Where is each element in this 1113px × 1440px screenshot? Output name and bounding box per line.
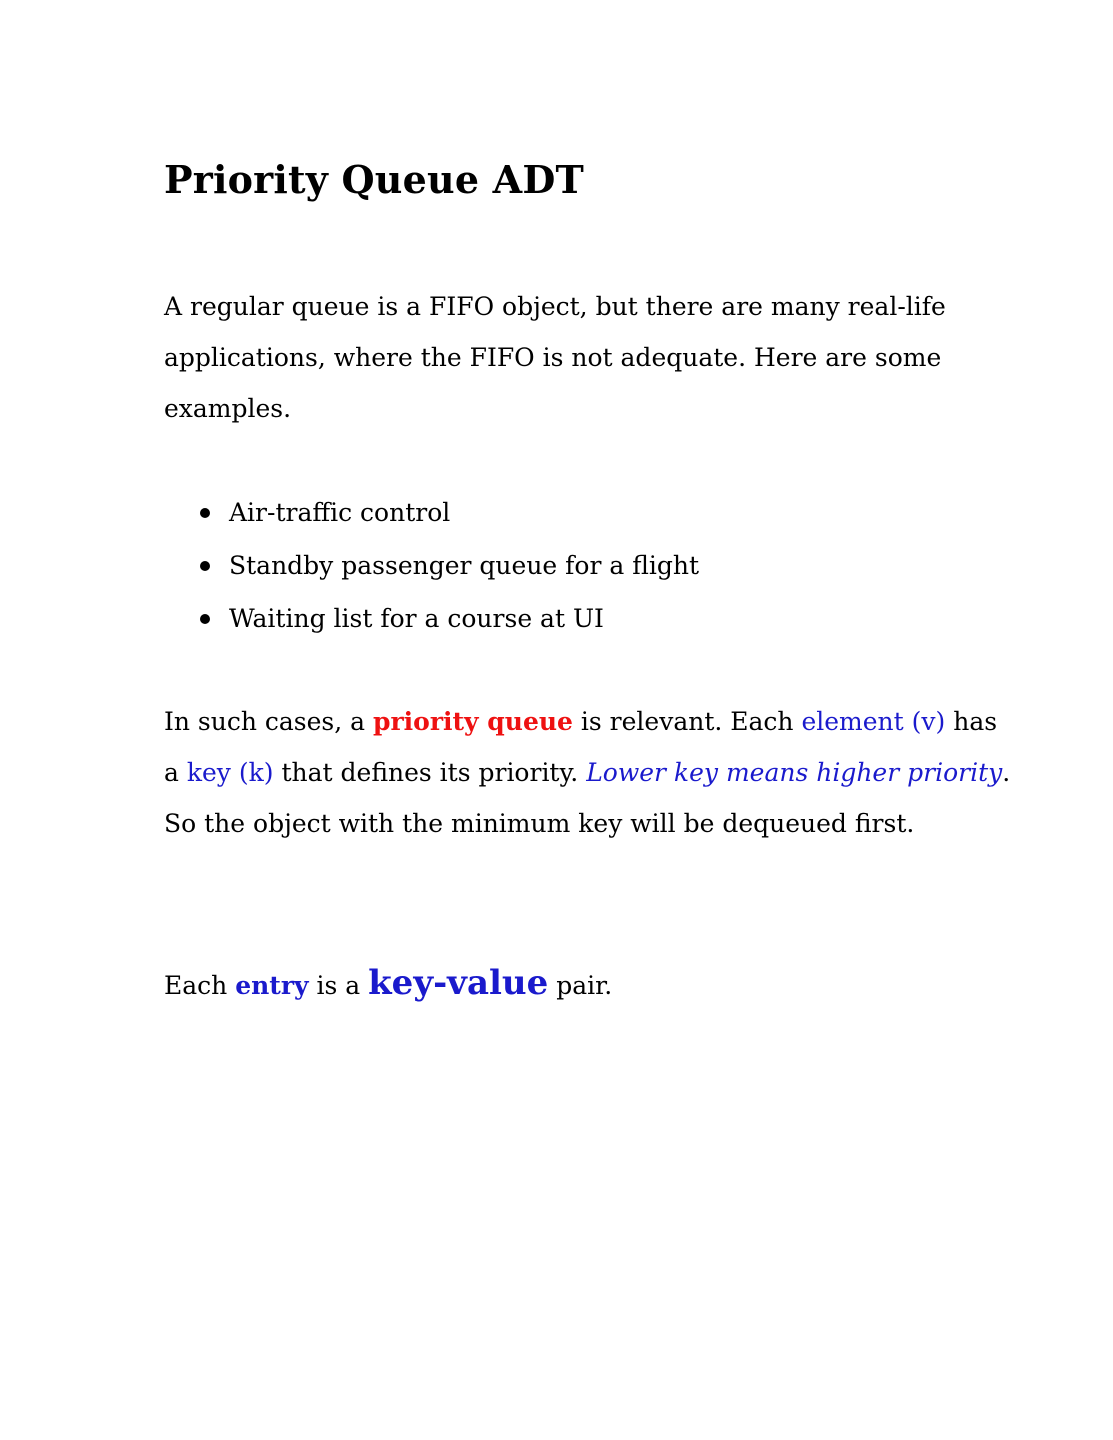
list-item	[164, 592, 699, 645]
text-run: . So the object with the minimum key will be dequeued first.	[164, 758, 1011, 838]
text-run: is a	[308, 971, 369, 1000]
key-value-term: key-value	[368, 963, 549, 1003]
intro-paragraph: A regular queue is a FIFO object, but there are many real-life applications, where the FIFO is not adequate. Here are some examples.	[164, 292, 946, 423]
bullet-icon	[200, 561, 210, 571]
element-term: element (v)	[801, 707, 946, 736]
list-item	[164, 486, 699, 539]
lower-key-note: Lower key means higher priority	[586, 758, 1003, 787]
bullet-icon	[200, 614, 210, 624]
text-run: has a	[164, 707, 998, 787]
entry-paragraph	[164, 958, 612, 1011]
page-title: Priority Queue ADT	[164, 157, 584, 202]
list-item-text: Waiting list for a course at UI	[229, 604, 604, 633]
key-term: key (k)	[186, 758, 274, 787]
entry-term: entry	[235, 971, 309, 1000]
text-run: In such cases, a	[164, 707, 374, 736]
priority-queue-paragraph	[164, 696, 1014, 849]
priority-queue-term: priority queue	[373, 707, 573, 736]
list-item-text: Standby passenger queue for a flight	[229, 551, 700, 580]
list-item	[164, 539, 699, 592]
examples-list	[164, 486, 699, 645]
bullet-icon	[200, 508, 210, 518]
text-run: Each	[164, 971, 236, 1000]
text-run: is relevant. Each	[572, 707, 802, 736]
list-item-text: Air-traffic control	[229, 498, 451, 527]
text-run: that defines its priority.	[273, 758, 587, 787]
text-run: pair.	[548, 971, 613, 1000]
